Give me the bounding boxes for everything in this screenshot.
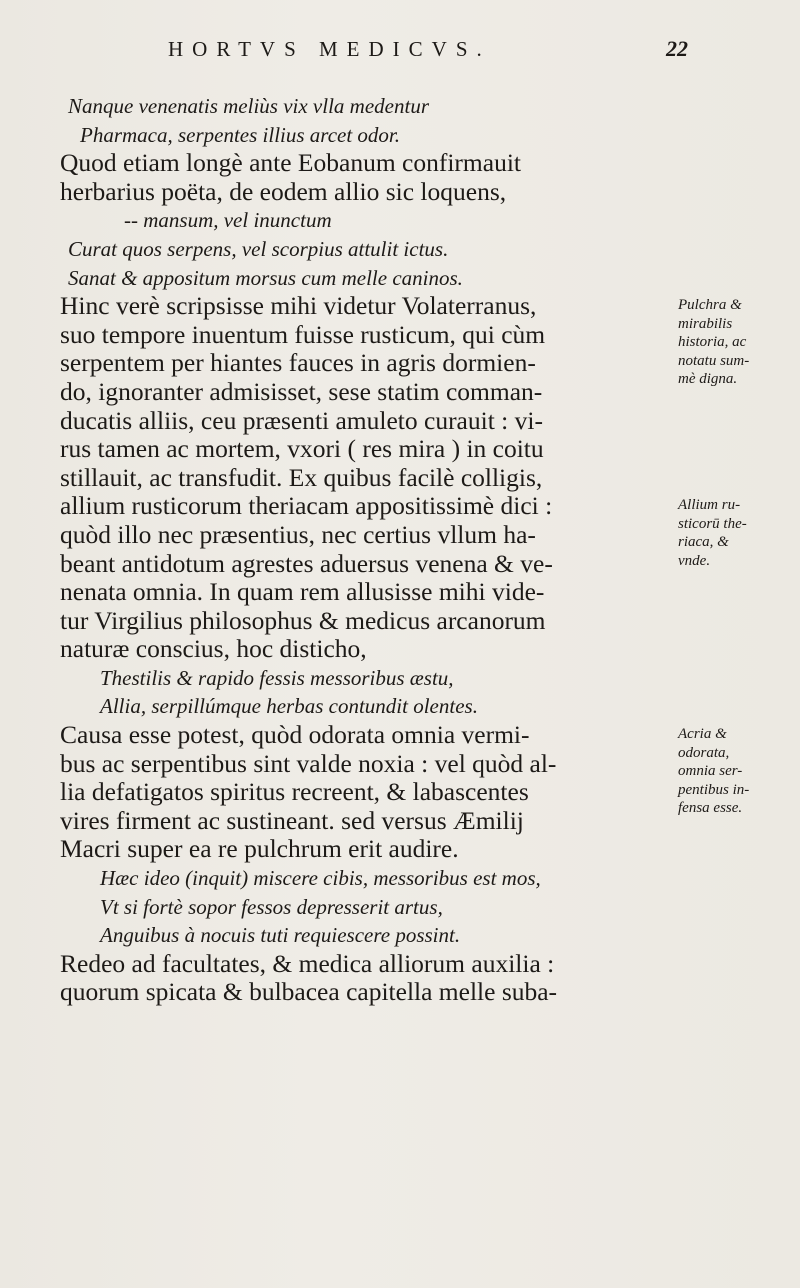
verse-line: Vt si fortè sopor fessos depresserit artus,	[100, 894, 443, 919]
verse-line: Anguibus à nocuis tuti requiescere possint.	[100, 923, 461, 948]
text-line: allium rusticorum theriacam appositissimè dici :	[60, 491, 553, 521]
verse-line: -- mansum, vel inunctum	[124, 208, 332, 233]
running-title: HORTVS MEDICVS.	[168, 37, 491, 61]
text-line: bus ac serpentibus sint valde noxia : vel quòd al-	[60, 748, 557, 778]
margin-note-line: Pulchra &	[678, 297, 742, 314]
margin-note-line: mè digna.	[678, 371, 738, 388]
margin-note-line: notatu sum-	[678, 352, 750, 369]
margin-note-line: pentibus in-	[678, 781, 750, 798]
margin-note-line: vnde.	[678, 552, 711, 569]
margin-note-line: historia, ac	[678, 334, 747, 351]
verse-line: Sanat & appositum morsus cum melle caninos.	[68, 265, 463, 290]
text-line: stillauit, ac transfudit. Ex quibus facilè colligis,	[60, 462, 543, 492]
margin-note-line: odorata,	[678, 744, 730, 761]
text-line: tur Virgilius philosophus & medicus arcanorum	[60, 605, 546, 635]
margin-note-line: omnia ser-	[678, 763, 743, 780]
margin-note-line: fensa esse.	[678, 800, 743, 817]
text-line: ducatis alliis, ceu præsenti amuleto curauit : vi-	[60, 405, 543, 435]
text-line: Redeo ad facultates, & medica alliorum auxilia :	[60, 948, 555, 978]
verse-line: Allia, serpillúmque herbas contundit olentes.	[100, 694, 478, 719]
text-line: Hinc verè scripsisse mihi videtur Volaterranus,	[60, 291, 537, 321]
text-line: Macri super ea re pulchrum erit audire.	[60, 834, 459, 864]
text-line: lia defatigatos spiritus recreent, & labascentes	[60, 777, 529, 807]
text-line: nenata omnia. In quam rem allusisse mihi vide-	[60, 577, 545, 607]
verse-line: Pharmaca, serpentes illius arcet odor.	[80, 122, 401, 147]
margin-note-line: mirabilis	[678, 315, 733, 332]
margin-note-line: Allium ru-	[678, 497, 741, 514]
verse-line: Curat quos serpens, vel scorpius attulit ictus.	[68, 236, 449, 261]
verse-line: Thestilis & rapido fessis messoribus æstu,	[100, 665, 454, 690]
verse-line: Hæc ideo (inquit) miscere cibis, messoribus est mos,	[100, 866, 541, 891]
text-line: Causa esse potest, quòd odorata omnia vermi-	[60, 720, 530, 750]
margin-note-line: sticorū the-	[678, 515, 747, 532]
margin-note	[678, 496, 796, 570]
text-line: vires firment ac sustineant. sed versus Æmilij	[60, 805, 524, 835]
margin-note	[678, 725, 796, 818]
text-line: beant antidotum agrestes aduersus venena & ve-	[60, 548, 553, 578]
text-line: herbarius poëta, de eodem allio sic loquens,	[60, 176, 507, 206]
margin-note	[678, 296, 796, 389]
text-line: do, ignoranter admisisset, sese statim comman-	[60, 376, 543, 406]
margin-note-line: riaca, &	[678, 534, 729, 551]
text-line: Quod etiam longè ante Eobanum confirmauit	[60, 148, 521, 178]
verse-line: Nanque venenatis meliùs vix vlla medentur	[68, 94, 429, 118]
text-line: rus tamen ac mortem, vxori ( res mira ) in coitu	[60, 434, 544, 464]
text-line: quorum spicata & bulbacea capitella melle suba-	[60, 977, 558, 1007]
text-line: naturæ conscius, hoc disticho,	[60, 634, 367, 664]
page-number: 22	[666, 36, 688, 61]
text-line: quòd illo nec præsentius, nec certius vllum ha-	[60, 519, 536, 549]
text-line: suo tempore inuentum fuisse rusticum, qui cùm	[60, 319, 546, 349]
margin-note-line: Acria &	[678, 726, 727, 743]
text-line: serpentem per hiantes fauces in agris dormien-	[60, 348, 536, 378]
